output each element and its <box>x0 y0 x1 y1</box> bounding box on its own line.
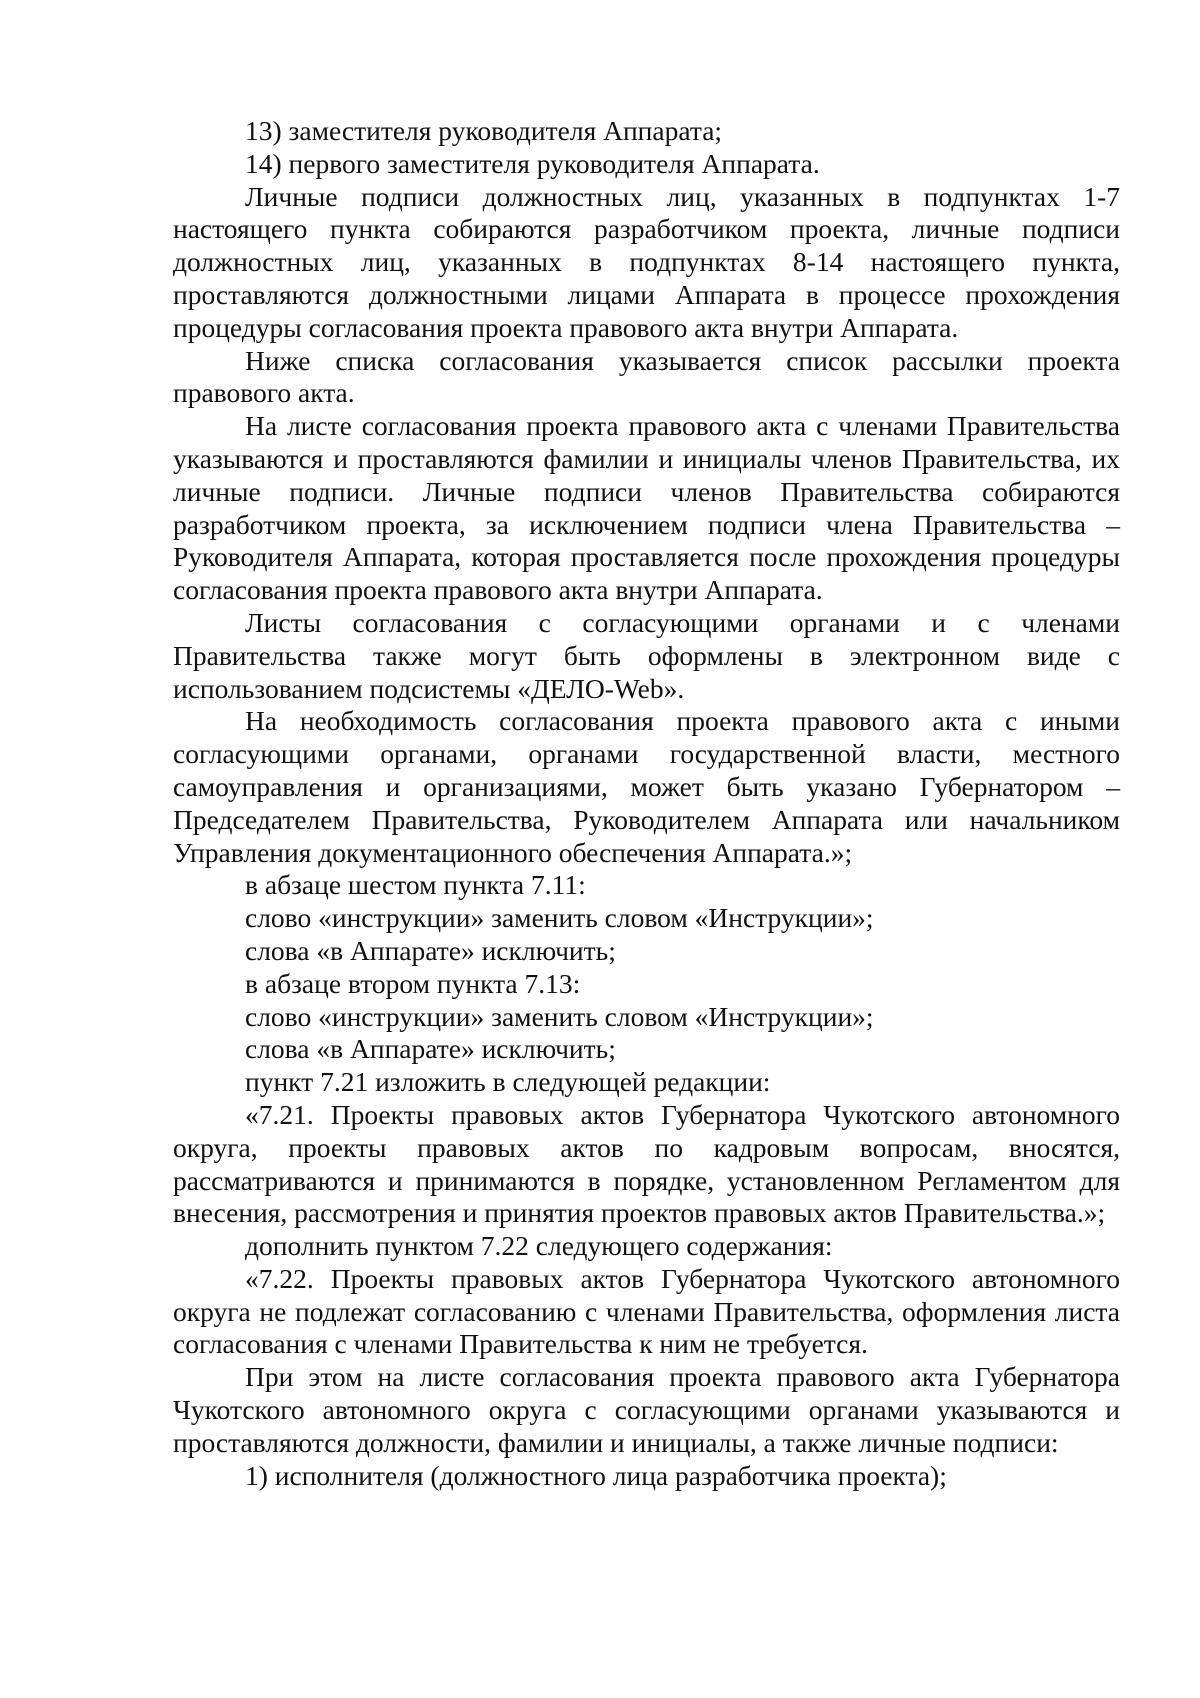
paragraph-add-7-22: дополнить пунктом 7.22 следующего содержания: <box>245 1230 833 1262</box>
paragraph-item-1-executor: 1) исполнителя (должностного лица разработчика проекта); <box>245 1459 947 1491</box>
paragraph-exclude-words-1: слова «в Аппарате» исключить; <box>245 934 616 966</box>
paragraph-other-approving-bodies: На необходимость согласования проекта правового акта с иными согласующими органами, органами государственной власти, местного самоуправления и организациями, может быть указано Губернатором – Председателем Правительства, Руководителем Аппарата или начальником Управления документационного обеспечения Аппарата.»; <box>173 705 1120 868</box>
paragraph-clause-7-22: «7.22. Проекты правовых актов Губернатора Чукотского автономного округа не подлежат согласованию с членами Правительства, оформления листа согласования с членами Правительства к ним не требуется. <box>173 1262 1120 1360</box>
paragraph-amendment-7-11: в абзаце шестом пункта 7.11: <box>245 869 586 901</box>
paragraph-distribution-list: Ниже списка согласования указывается список рассылки проекта правового акта. <box>173 344 1120 409</box>
paragraph-replace-word-1: слово «инструкции» заменить словом «Инструкции»; <box>245 902 874 934</box>
paragraph-replace-word-2: слово «инструкции» заменить словом «Инструкции»; <box>245 1000 874 1032</box>
paragraph-signatures-collection: Личные подписи должностных лиц, указанных в подпунктах 1-7 настоящего пункта собираются разработчиком проекта, личные подписи должностных лиц, указанных в подпунктах 8-14 настоящего пункта, проставляются должностными лицами Аппарата в процессе прохождения процедуры согласования проекта правового акта внутри Аппарата. <box>173 180 1120 343</box>
paragraph-electronic-sheets: Листы согласования с согласующими органами и с членами Правительства также могут быть оформлены в электронном виде с использованием подсистемы «ДЕЛО-Web». <box>173 606 1120 704</box>
paragraph-item-14: 14) первого заместителя руководителя Аппарата. <box>245 147 820 179</box>
document-body <box>173 115 1120 1492</box>
paragraph-amendment-7-21: пункт 7.21 изложить в следующей редакции: <box>245 1066 771 1098</box>
paragraph-amendment-7-13: в абзаце втором пункта 7.13: <box>245 967 581 999</box>
paragraph-clause-7-21: «7.21. Проекты правовых актов Губернатора Чукотского автономного округа, проекты правовых актов по кадровым вопросам, вносятся, рассматриваются и принимаются в порядке, установленном Регламентом для внесения, рассмотрения и принятия проектов правовых актов Правительства.»; <box>173 1098 1120 1229</box>
paragraph-item-13: 13) заместителя руководителя Аппарата; <box>245 115 723 146</box>
paragraph-governor-approval-sheet: При этом на листе согласования проекта правового акта Губернатора Чукотского автономного округа с согласующими органами указываются и проставляются должности, фамилии и инициалы, а также личные подписи: <box>173 1361 1120 1458</box>
paragraph-exclude-words-2: слова «в Аппарате» исключить; <box>245 1033 616 1065</box>
paragraph-government-members-sheet: На листе согласования проекта правового акта с членами Правительства указываются и проставляются фамилии и инициалы членов Правительства, их личные подписи. Личные подписи членов Правительства собираются разработчиком проекта, за исключением подписи члена Правительства – Руководителя Аппарата, которая проставляется после прохождения процедуры согласования проекта правового акта внутри Аппарата. <box>173 410 1120 606</box>
